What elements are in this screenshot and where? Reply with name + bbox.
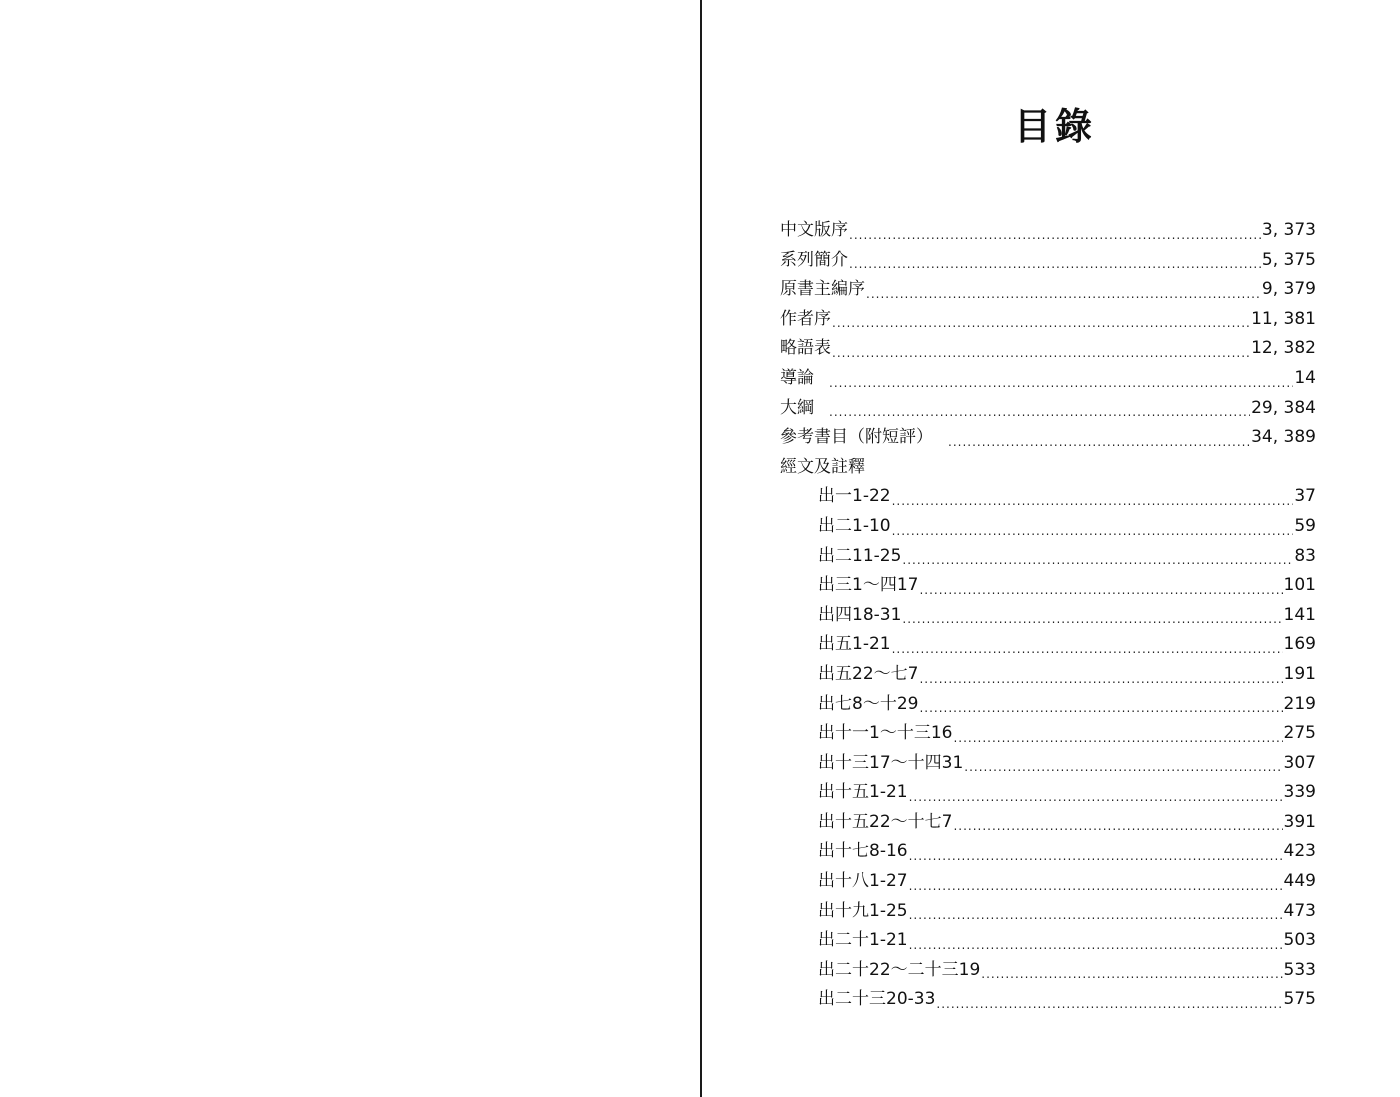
toc-entry-label: 出二十1-21 (818, 930, 908, 951)
toc-entry-page: 307 (1283, 752, 1316, 773)
dot-leader (909, 904, 1283, 926)
dot-leader (909, 875, 1283, 897)
toc-entry-section-16[interactable] (780, 956, 1316, 986)
toc-entry-page: 169 (1283, 634, 1316, 655)
dot-leader (919, 668, 1282, 690)
toc-entry-page: 29, 384 (1251, 397, 1316, 418)
toc-entry-front-3[interactable] (780, 305, 1316, 335)
toc-entry-page: 14 (1294, 367, 1316, 388)
toc-entry-label: 出七8～十29 (818, 693, 919, 714)
toc-entry-label: 大綱 (780, 397, 814, 418)
toc-entry-front-5[interactable] (780, 364, 1316, 394)
dot-leader (948, 431, 1250, 453)
toc-entry-label: 出十九1-25 (818, 900, 908, 921)
dot-leader (953, 727, 1282, 749)
toc-entry-page: 5, 375 (1261, 249, 1316, 270)
dot-leader (981, 963, 1282, 985)
toc-entry-label: 出十五22～十七7 (818, 811, 953, 832)
toc-entry-page: 191 (1283, 663, 1316, 684)
toc-entry-front-2[interactable] (780, 275, 1316, 305)
dot-leader (964, 756, 1282, 778)
toc-entry-label: 出五22～七7 (818, 663, 919, 684)
toc-entry-section-7[interactable] (780, 690, 1316, 720)
toc-entry-page: 141 (1283, 604, 1316, 625)
dot-leader (919, 579, 1282, 601)
dot-leader (902, 549, 1293, 571)
toc-list (780, 216, 1316, 1015)
toc-entry-label: 導論 (780, 367, 814, 388)
toc-entry-label: 出十八1-27 (818, 871, 908, 892)
toc-entry-page: 3, 373 (1261, 220, 1316, 240)
toc-entry-label: 原書主編序 (780, 279, 865, 300)
toc-entry-page: 423 (1283, 841, 1316, 862)
toc-entry-page: 339 (1283, 782, 1316, 803)
toc-entry-front-6[interactable] (780, 394, 1316, 424)
toc-entry-page: 275 (1283, 723, 1316, 744)
toc-entry-label: 出四18-31 (818, 604, 902, 625)
toc-entry-label: 出十三17～十四31 (818, 752, 964, 773)
toc-entry-section-14[interactable] (780, 897, 1316, 927)
toc-entry-section-4[interactable] (780, 601, 1316, 631)
toc-entry-label: 出一1-22 (818, 486, 891, 507)
toc-entry-label: 出二十三20-33 (818, 989, 936, 1010)
dot-leader (902, 608, 1282, 630)
dot-leader (829, 372, 1293, 394)
dot-leader (909, 845, 1283, 867)
toc-entry-label: 系列簡介 (780, 249, 848, 270)
toc-entry-page: 37 (1294, 486, 1316, 507)
toc-entry-page: 575 (1283, 989, 1316, 1010)
dot-leader (832, 342, 1250, 364)
toc-entry-page: 101 (1283, 575, 1316, 596)
toc-entry-section-10[interactable] (780, 778, 1316, 808)
toc-entry-section-0[interactable] (780, 482, 1316, 512)
dot-leader (953, 815, 1282, 837)
toc-entry-page: 473 (1283, 900, 1316, 921)
dot-leader (832, 312, 1250, 334)
toc-entry-front-0[interactable] (780, 216, 1316, 246)
toc-entry-label: 出二11-25 (818, 545, 902, 566)
dot-leader (936, 993, 1282, 1015)
toc-entry-section-5[interactable] (780, 630, 1316, 660)
toc-entry-page: 12, 382 (1251, 338, 1316, 359)
toc-entry-page: 83 (1294, 545, 1316, 566)
toc-entry-label: 出十五1-21 (818, 782, 908, 803)
toc-entry-label: 出五1-21 (818, 634, 891, 655)
toc-entry-page: 503 (1283, 930, 1316, 951)
toc-entry-section-2[interactable] (780, 542, 1316, 572)
toc-entry-front-7[interactable] (780, 423, 1316, 453)
toc-entry-page: 391 (1283, 811, 1316, 832)
dot-leader (919, 697, 1282, 719)
toc-entry-section-11[interactable] (780, 808, 1316, 838)
toc-entry-section-3[interactable] (780, 571, 1316, 601)
dot-leader (892, 490, 1294, 512)
toc-entry-label: 出十一1～十三16 (818, 723, 953, 744)
toc-entry-page: 34, 389 (1251, 427, 1316, 448)
toc-entry-label: 出十七8-16 (818, 841, 908, 862)
toc-entry-section-17[interactable] (780, 985, 1316, 1015)
toc-entry-label: 略語表 (780, 338, 831, 359)
dot-leader (849, 253, 1261, 275)
toc-entry-label: 出二十22～二十三19 (818, 959, 981, 980)
toc-entry-section-9[interactable] (780, 749, 1316, 779)
toc-entry-label: 中文版序 (780, 220, 848, 240)
toc-entry-section-1[interactable] (780, 512, 1316, 542)
toc-entry-section-13[interactable] (780, 867, 1316, 897)
toc-entry-section-15[interactable] (780, 926, 1316, 956)
section-heading-label: 經文及註釋 (780, 456, 865, 477)
dot-leader (829, 401, 1250, 423)
toc-entry-section-8[interactable] (780, 719, 1316, 749)
toc-entry-label: 出三1～四17 (818, 575, 919, 596)
dot-leader (909, 934, 1283, 956)
toc-page (702, 0, 1400, 1097)
toc-entry-front-1[interactable] (780, 246, 1316, 276)
toc-entry-page: 59 (1294, 515, 1316, 536)
dot-leader (866, 283, 1261, 305)
toc-entry-front-4[interactable] (780, 334, 1316, 364)
toc-entry-page: 533 (1283, 959, 1316, 980)
dot-leader (892, 520, 1294, 542)
dot-leader (909, 786, 1283, 808)
toc-entry-page: 449 (1283, 871, 1316, 892)
toc-entry-label: 作者序 (780, 308, 831, 329)
dot-leader (849, 224, 1261, 246)
toc-section-heading (780, 453, 1316, 483)
toc-entry-page: 219 (1283, 693, 1316, 714)
toc-entry-label: 出二1-10 (818, 515, 891, 536)
toc-entry-page: 9, 379 (1261, 279, 1316, 300)
toc-entry-page: 11, 381 (1251, 308, 1316, 329)
dot-leader (892, 638, 1283, 660)
toc-entry-label: 參考書目（附短評） (780, 427, 933, 448)
toc-entry-section-12[interactable] (780, 837, 1316, 867)
toc-entry-section-6[interactable] (780, 660, 1316, 690)
toc-title: 目錄 (1014, 105, 1096, 148)
